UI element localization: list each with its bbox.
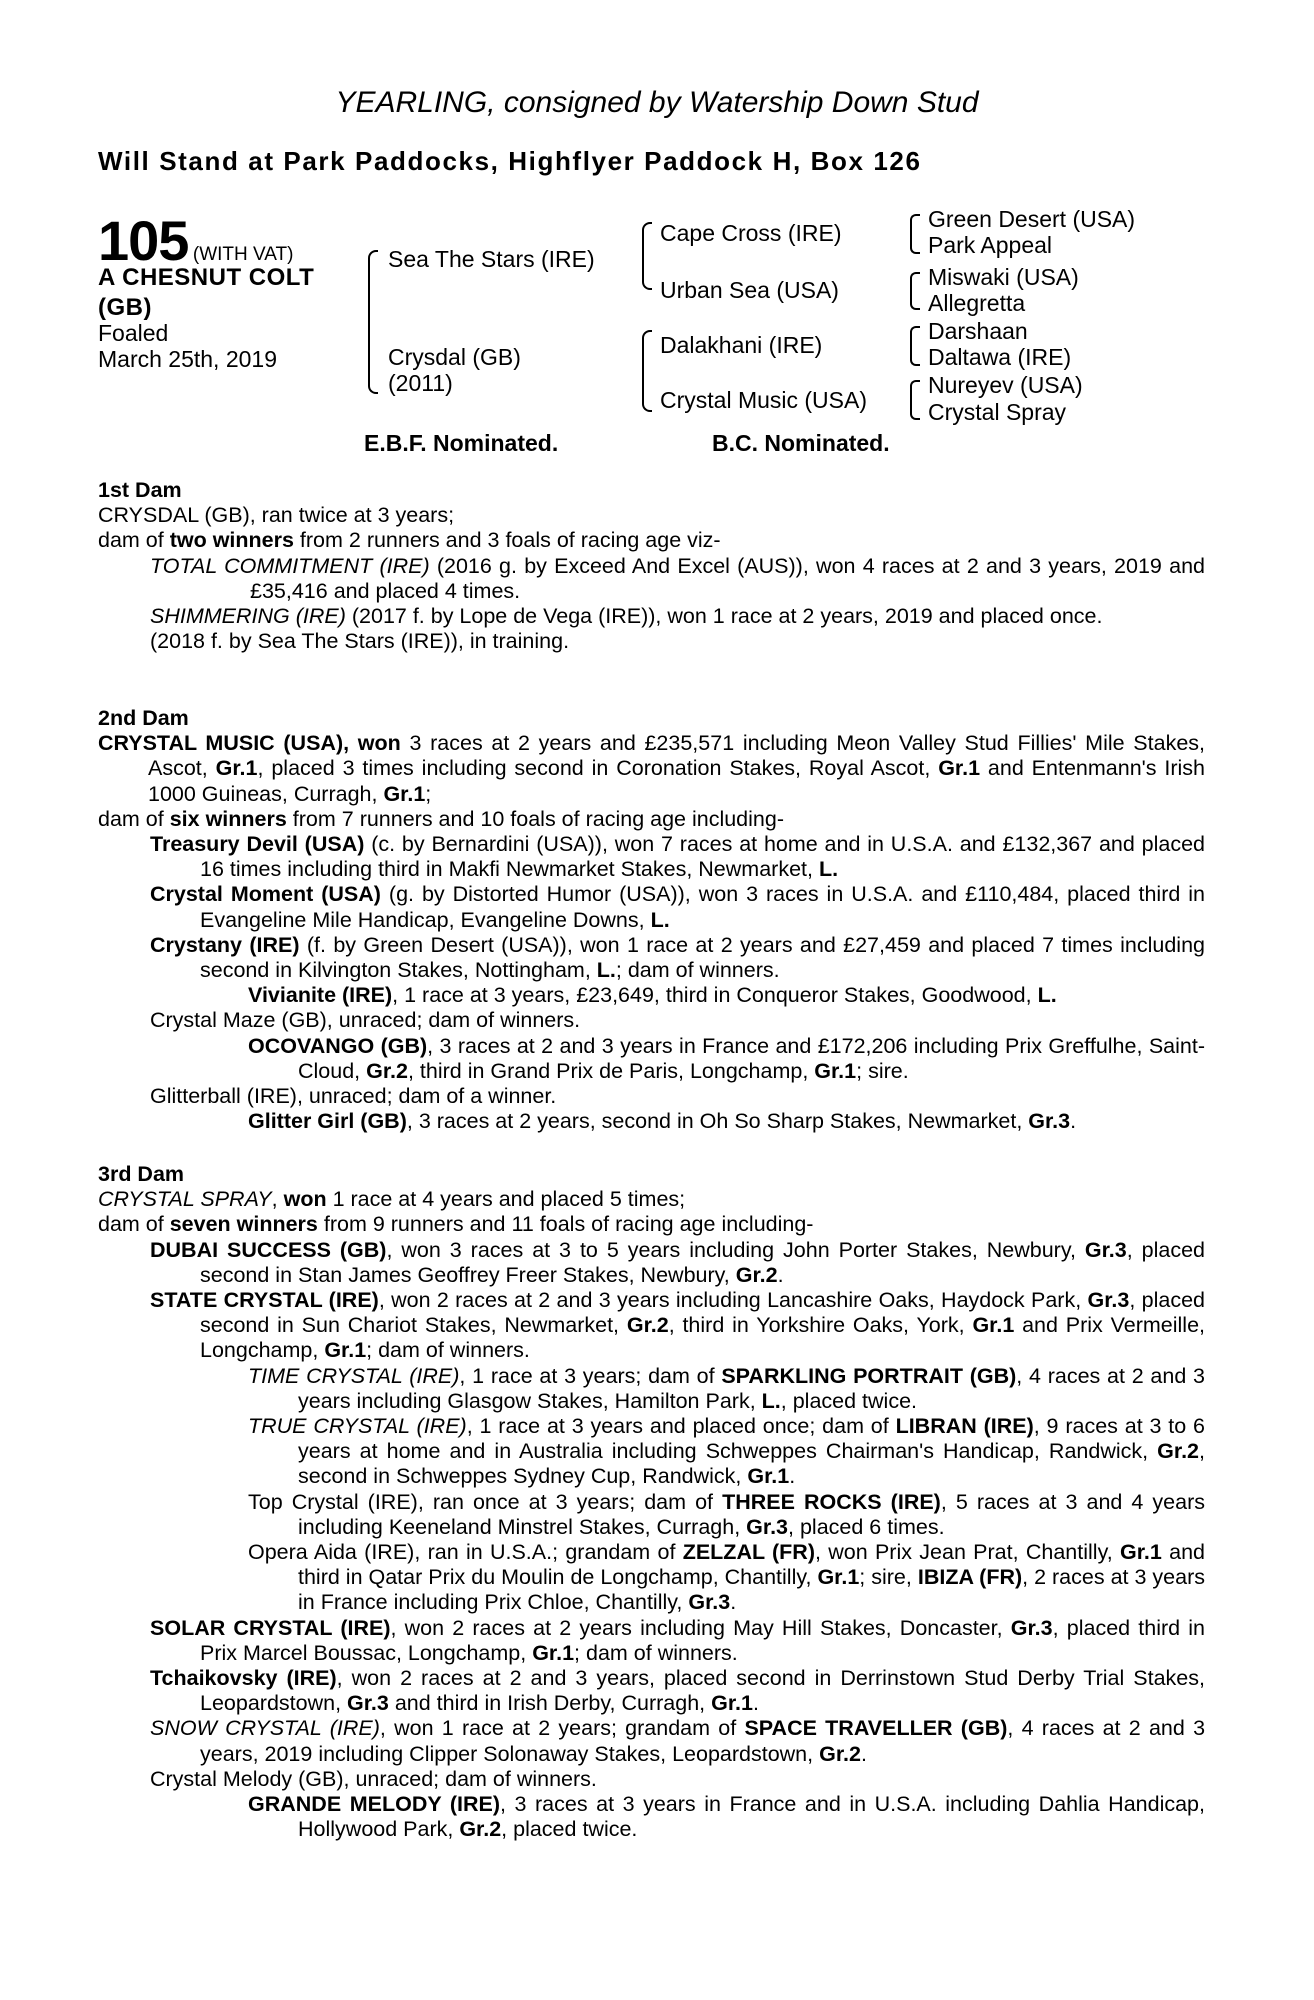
first-dam-line: CRYSDAL (GB), ran twice at 3 years; [98, 503, 455, 528]
consignment-line: YEARLING, consigned by Watership Down Stud [335, 86, 979, 119]
produce-entry: Crystany (IRE) (f. by Green Desert (USA)), won 1 race at 2 years and £27,459 and placed 7 times including second in Kilvington Stakes, Nottingham, L.; dam of winners. [150, 932, 1206, 983]
grandsire-4: Nureyev (USA) [928, 372, 1083, 398]
produce-entry: SOLAR CRYSTAL (IRE), won 2 races at 2 years including May Hill Stakes, Doncaster, Gr.3, placed third in Prix Marcel Boussac, Longchamp, Gr.1; dam of winners. [150, 1615, 1206, 1665]
produce-entry: DUBAI SUCCESS (GB), won 3 races at 3 to 5 years including John Porter Stakes, Newbury, Gr.3, placed second in Stan James Geoffrey Freer Stakes, Newbury, Gr.2. [150, 1237, 1206, 1287]
lot-description-1: A CHESNUT COLT [98, 264, 315, 291]
sire-line-brace [642, 222, 652, 290]
produce-entry: OCOVANGO (GB), 3 races at 2 and 3 years in France and £172,206 including Prix Greffulhe, Saint-Cloud, Gr.2, third in Grand Prix de Paris, Longchamp, Gr.1; sire. [248, 1033, 1205, 1083]
produce-entry: Crystal Maze (GB), unraced; dam of winners. [150, 1008, 581, 1033]
second-dam-section [98, 706, 1205, 1134]
dam-year: (2011) [388, 370, 453, 396]
g-brace-2 [910, 272, 920, 310]
produce-entry: Crystal Moment (USA) (g. by Distorted Humor (USA)), won 3 races in U.S.A. and £110,484, placed third in Evangeline Mile Handicap, Evangeline Downs, L. [150, 882, 1206, 932]
produce-entry: GRANDE MELODY (IRE), 3 races at 3 years in France and in U.S.A. including Dahlia Handicap, Hollywood Park, Gr.2, placed twice. [248, 1792, 1205, 1842]
granddam-1: Park Appeal [928, 232, 1053, 258]
produce-entry: TRUE CRYSTAL (IRE), 1 race at 3 years and placed once; dam of LIBRAN (IRE), 9 races at 3 to 6 years at home and in Australia including Schweppes Chairman's Handicap, Randwick, Gr.2, second in Schweppes Sydney Cup, Randwick, Gr.1. [248, 1414, 1205, 1489]
second-dam-heading: 2nd Dam [98, 706, 189, 730]
produce-entry: TIME CRYSTAL (IRE), 1 race at 3 years; dam of SPARKLING PORTRAIT (GB), 4 races at 2 and 3 years including Glasgow Stakes, Hamilton Park, L., placed twice. [248, 1363, 1205, 1413]
grandsire-2: Miswaki (USA) [928, 264, 1079, 290]
grandsire-1: Green Desert (USA) [928, 206, 1136, 232]
granddam-4: Crystal Spray [928, 399, 1067, 425]
produce-entry: Treasury Devil (USA) (c. by Bernardini (USA)), won 7 races at home and in U.S.A. and £132,367 and placed 16 times including third in Makfi Newmarket Stakes, Newmarket, L. [150, 832, 1205, 882]
dam-line-brace [642, 330, 652, 412]
bc-nominated: B.C. Nominated. [712, 430, 890, 456]
foaled-label: Foaled [98, 320, 169, 346]
produce-entry: (2018 f. by Sea The Stars (IRE)), in training. [150, 629, 570, 654]
lot-description-2: (GB) [98, 294, 152, 321]
produce-entry: STATE CRYSTAL (IRE), won 2 races at 2 and 3 years including Lancashire Oaks, Haydock Park, Gr.3, placed second in Sun Chariot Stakes, Newmarket, Gr.2, third in Yorkshire Oaks, York, Gr.1 and Prix Vermeille, Longchamp, Gr.1; dam of winners. [150, 1288, 1206, 1363]
dam-dam: Crystal Music (USA) [660, 387, 868, 413]
produce-entry: TOTAL COMMITMENT (IRE) (2016 g. by Exceed And Excel (AUS)), won 4 races at 2 and 3 years, 2019 and £35,416 and placed 4 times. [150, 553, 1205, 603]
first-dam-produce-summary: dam of two winners from 2 runners and 3 foals of racing age viz- [98, 528, 721, 553]
dam: Crysdal (GB) [388, 344, 521, 370]
third-dam-section [98, 1162, 1205, 1842]
sire-dam: Urban Sea (USA) [660, 277, 839, 303]
second-dam-record: CRYSTAL MUSIC (USA), won 3 races at 2 years and £235,571 including Meon Valley Stud Fillies' Mile Stakes, Ascot, Gr.1, placed 3 times including second in Coronation Stakes, Royal Ascot, Gr.1 and Entenmann's Irish 1000 Guineas, Curragh, Gr.1; [98, 731, 1206, 806]
lot-number: 105 [98, 209, 189, 272]
sire-dam-brace [368, 250, 378, 394]
sire-sire: Cape Cross (IRE) [660, 220, 842, 246]
produce-entry: Tchaikovsky (IRE), won 2 races at 2 and 3 years, placed second in Derrinstown Stud Derby Trial Stakes, Leopardstown, Gr.3 and third in Irish Derby, Curragh, Gr.1. [150, 1666, 1205, 1716]
grandsire-3: Darshaan [928, 318, 1028, 344]
foaled-date: March 25th, 2019 [98, 346, 278, 372]
produce-entry: Glitterball (IRE), unraced; dam of a winner. [150, 1084, 557, 1109]
vat-note: (WITH VAT) [192, 244, 294, 265]
g-brace-1 [910, 214, 920, 254]
second-dam-produce-summary: dam of six winners from 7 runners and 10 foals of racing age including- [98, 806, 784, 831]
ebf-nominated: E.B.F. Nominated. [364, 430, 559, 456]
produce-entry: Opera Aida (IRE), ran in U.S.A.; grandam of ZELZAL (FR), won Prix Jean Prat, Chantilly, Gr.1 and third in Qatar Prix du Moulin de Longchamp, Chantilly, Gr.1; sire, IBIZA (FR), 2 races at 3 years in France including Prix Chloe, Chantilly, Gr.3. [248, 1540, 1205, 1615]
produce-entry: SHIMMERING (IRE) (2017 f. by Lope de Vega (IRE)), won 1 race at 2 years, 2019 and placed once. [150, 604, 1103, 629]
first-dam-heading: 1st Dam [98, 478, 182, 502]
dam-sire: Dalakhani (IRE) [660, 332, 823, 358]
g-brace-3 [910, 326, 920, 366]
first-dam-section [98, 478, 1205, 654]
produce-entry: Top Crystal (IRE), ran once at 3 years; dam of THREE ROCKS (IRE), 5 races at 3 and 4 years including Keeneland Minstrel Stakes, Curragh, Gr.3, placed 6 times. [248, 1489, 1205, 1539]
granddam-3: Daltawa (IRE) [928, 344, 1072, 370]
stand-location: Will Stand at Park Paddocks, Highflyer Paddock H, Box 126 [98, 146, 922, 176]
third-dam-produce-summary: dam of seven winners from 9 runners and 11 foals of racing age including- [98, 1212, 814, 1237]
produce-entry: SNOW CRYSTAL (IRE), won 1 race at 2 years; grandam of SPACE TRAVELLER (GB), 4 races at 2 and 3 years, 2019 including Clipper Solonaway Stakes, Leopardstown, Gr.2. [150, 1716, 1206, 1766]
sire: Sea The Stars (IRE) [388, 246, 595, 272]
produce-entry: Vivianite (IRE), 1 race at 3 years, £23,649, third in Conqueror Stakes, Goodwood, L. [248, 983, 1057, 1008]
third-dam-record: CRYSTAL SPRAY, won 1 race at 4 years and placed 5 times; [98, 1187, 686, 1212]
produce-entry: Crystal Melody (GB), unraced; dam of winners. [150, 1766, 597, 1791]
third-dam-heading: 3rd Dam [98, 1162, 185, 1186]
granddam-2: Allegretta [928, 290, 1026, 316]
produce-entry: Glitter Girl (GB), 3 races at 2 years, second in Oh So Sharp Stakes, Newmarket, Gr.3. [248, 1109, 1077, 1134]
g-brace-4 [910, 380, 920, 420]
